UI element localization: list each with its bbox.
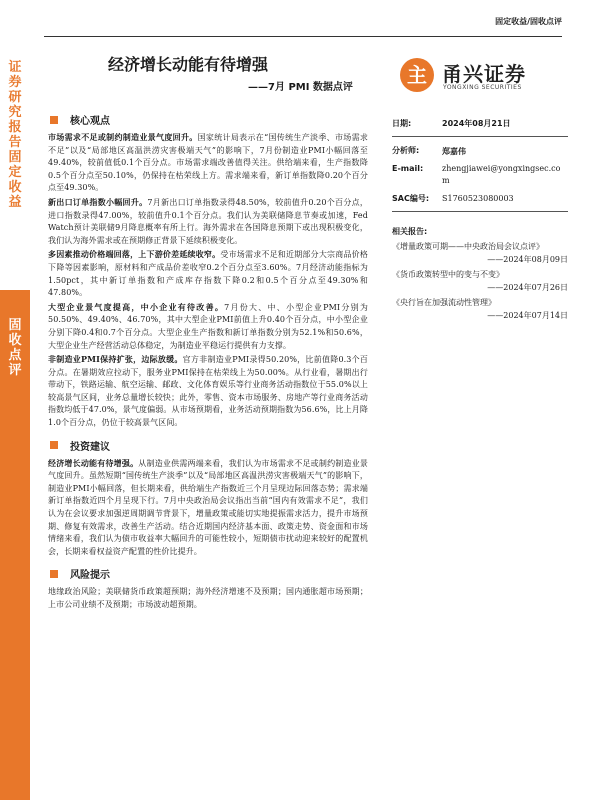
section-square-icon — [50, 441, 58, 449]
paragraph-lead: 市场需求不足或制约制造业景气度回升。 — [48, 132, 198, 142]
related-reports-list — [392, 241, 568, 322]
section-heading-invest — [48, 438, 368, 453]
company-logo — [400, 58, 570, 98]
report-title: 经济增长动能有待增强 — [108, 55, 269, 74]
related-report-date: ——2024年07月14日 — [487, 311, 568, 320]
related-report-link[interactable]: 《货币政策转型中的变与不变》 — [392, 270, 504, 279]
right-info-panel — [392, 118, 568, 325]
analyst-label: 分析师: — [392, 146, 420, 155]
paragraph-lead: 多因素推动价格端回落，上下游价差延续收窄。 — [48, 249, 221, 260]
report-subtitle: ——7月 PMI 数据点评 — [248, 82, 353, 93]
paragraph-body: 从制造业供需两端来看，我们认为市场需求不足或制约制造业景气度回升。虽然短期“国传统生产淡季”以及“局部地区高温洪涝灾害极端天气”的影响下，制造业PMI小幅回落，但长期来看，供给端生产指数近三个月呈现边际回落态势；需求端新订单指数近四个月呈现下行。7月中央政治局会议指出当前“国内有效需求不足”，我们认为在会议要求加强逆周期调节背景下，增量政策或能切实地提振需求活力，提升市场预期、修复有效需求，改善生产活动。结合近期国内经济基本面、政策走势、资金面和市场情绪来看，我们认为债市收益率大幅回升的可能性较小，短期债市扰动迎来较好的配置机会，长期来看权益资产配置的性价比提升。 — [48, 458, 369, 556]
date-value: 2024年08月21日 — [442, 119, 511, 128]
risk-paragraphs — [48, 585, 368, 611]
logo-english-name: YONGXING SECURITIES — [443, 84, 522, 91]
header-divider — [44, 36, 562, 37]
info-divider — [392, 211, 568, 212]
paragraph — [48, 248, 368, 299]
main-content — [48, 106, 368, 613]
section-heading-text: 风险提示 — [70, 570, 110, 582]
related-reports-title: 相关报告: — [392, 227, 428, 236]
related-report-date: ——2024年08月09日 — [487, 255, 568, 264]
related-report-link[interactable]: 《央行旨在加强流动性管理》 — [392, 298, 496, 307]
related-report-date: ——2024年07月26日 — [487, 283, 568, 292]
paragraph-body: 受市场需求不足和近期部分大宗商品价格下降等因素影响，原材料和产成品价差收窄0.2个百分点至3.60%。7月经济动能指标为1.50pct，其中新订单指数和产成库存指数下降0.2和0.5个百分点至49.30%和47.80%。 — [48, 250, 368, 298]
paragraph — [48, 585, 368, 611]
paragraph-body: 7月份大、中、小型企业PMI分别为50.50%、49.40%、46.70%，其中大型企业PMI前值上升0.40个百分点，中小型企业分别下降0.4和0.7个百分点。大型企业生产指数和新订单指数分别为52.1%和50.6%，大型企业生产经营活动总体稳定，为制造业平稳运行提供有力支撑。 — [48, 302, 368, 350]
paragraph-lead: 非制造业PMI保持扩张，边际放缓。 — [48, 354, 183, 365]
info-divider — [392, 136, 568, 137]
email-row — [392, 163, 568, 187]
paragraph — [48, 457, 368, 559]
sac-label: SAC编号: — [392, 194, 430, 203]
header-category-tag: 固定收益/固收点评 — [495, 17, 562, 26]
paragraph — [48, 353, 368, 430]
related-report-link[interactable]: 《增量政策可期——中央政治局会议点评》 — [392, 242, 544, 251]
section-heading-text: 投资建议 — [70, 441, 110, 453]
core-paragraphs — [48, 131, 368, 430]
date-label: 日期: — [392, 119, 412, 128]
paragraph — [48, 131, 368, 195]
sac-row — [392, 193, 568, 205]
sidebar-section-label: 固收点评 — [8, 318, 22, 378]
paragraph-lead: 经济增长动能有待增强。 — [48, 457, 139, 468]
date-row — [392, 118, 568, 130]
section-heading-text: 核心观点 — [70, 116, 110, 127]
paragraph — [48, 196, 368, 247]
analyst-value: 郑嘉伟 — [442, 146, 466, 156]
logo-mark-icon: 主 — [400, 58, 434, 92]
paragraph-lead: 新出口订单指数小幅回升。 — [48, 196, 148, 207]
paragraph-body: 官方非制造业PMI录得50.20%，比前值降0.3个百分点。在暑期效应拉动下，服务业PMI保持在枯荣线上为50.00%。从行业看，暑期出行带动下，铁路运输、航空运输、邮政、文化体育娱乐等行业商务活动指数位于55.0%以上较高景气区间，业务总量增长较快；此外，零售、资本市场服务、房地产等行业商务活动指数均低于47.0%，景气度偏弱。从市场预期看，业务活动预期指数为56.6%，比上月降1.0个百分点，仍位于较高景气区间。 — [48, 355, 368, 428]
email-label: E-mail: — [392, 164, 424, 173]
section-heading-core — [48, 112, 368, 127]
paragraph-body: 地缘政治风险；美联储货币政策超预期；海外经济增速不及预期；国内通胀超市场预期；上市公司业绩不及预期；市场波动超预期。 — [48, 587, 368, 609]
sac-value: S1760523080003 — [442, 194, 514, 203]
paragraph — [48, 301, 368, 352]
logo-name: 甬兴证券 — [442, 62, 526, 86]
analyst-row — [392, 145, 568, 157]
section-square-icon — [50, 116, 58, 124]
paragraph-body: 7月新出口订单指数录得48.50%，较前值升0.20个百分点，进口指数录得47.00%，较前值升0.1个百分点。我们认为美联储降息节奏或加速，Fed Watch预计美联储9月降息概率有所上行。海外需求在各国降息预期下或出现积极变化，我们认为海外需求或在预期修正背景下延续积极变化。 — [48, 197, 368, 245]
section-heading-risk — [48, 566, 368, 581]
invest-paragraphs — [48, 457, 368, 559]
left-sidebar — [0, 0, 30, 800]
sidebar-category-label: 证券研究报告 固定收益 — [8, 60, 22, 210]
paragraph-lead: 大型企业景气度提高，中小企业有待改善。 — [48, 301, 225, 312]
paragraph-body: 国家统计局表示在“国传统生产淡季、市场需求不足”以及“局部地区高温洪涝灾害极端天气”的影响下，7月份制造业PMI小幅回落至49.40%，较前值低0.1个百分点。市场需求端改善值得关注。供给端来看，生产指数降0.5个百分点至50.10%，仍保持在枯荣线上方。需求端来看，新订单指数降0.20个百分点至49.30%。 — [48, 133, 368, 193]
section-square-icon — [50, 570, 58, 578]
email-value[interactable]: zhengjiawei@yongxingsec.com — [442, 164, 561, 185]
